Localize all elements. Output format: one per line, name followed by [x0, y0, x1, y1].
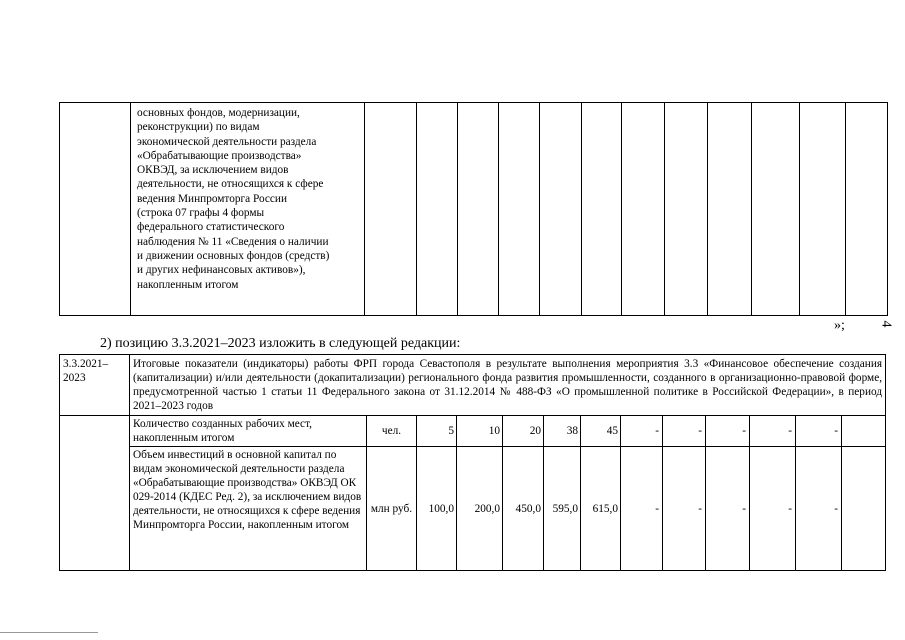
value-cell: -: [796, 416, 842, 447]
description-line: и других нефинансовых активов»),: [137, 264, 306, 277]
value-cell: -: [663, 416, 706, 447]
description-line: деятельности, не относящихся к сфере: [137, 178, 324, 191]
value-cell: 595,0: [544, 447, 581, 571]
previous-table-fragment: [59, 102, 888, 316]
indicator-label: Объем инвестиций в основной капитал по видам экономической деятельности раздела «Обрабатывающие производства» ОКВЭД ОК 029-2014 (КДЕС Ред. 2), за исключением видов деятельности, не относящихся к сфере ведения Минпромторга России, накопленным итогом: [130, 447, 367, 571]
empty-cell: [752, 103, 800, 316]
indicator-description-cell: [131, 103, 365, 316]
empty-cell: [582, 103, 622, 316]
empty-cell: [708, 103, 752, 316]
empty-cell: [417, 103, 458, 316]
empty-cell: [458, 103, 499, 316]
empty-cell: [365, 103, 417, 316]
empty-cell: [842, 416, 886, 447]
position-summary: Итоговые показатели (индикаторы) работы ФРП города Севастополя в результате выполнения мероприятия 3.3 «Финансовое обеспечение создания (капитализации) и/или деятельности (докапитализации) регионального фонда развития промышленности, созданного в организационно-правовой форме, предусмотренной частью 1 статьи 11 Федерального закона от 31.12.2014 № 488-ФЗ «О промышленной политике в Российской Федерации», в период 2021–2023 годов: [130, 355, 886, 416]
closing-quote: »;: [834, 318, 845, 333]
value-cell: -: [621, 447, 663, 571]
value-cell: 615,0: [581, 447, 621, 571]
table-row: [60, 416, 886, 447]
position-code: 3.3.2021–2023: [60, 355, 130, 416]
value-cell: -: [750, 416, 796, 447]
value-cell: 200,0: [457, 447, 503, 571]
table-row: [60, 447, 886, 571]
description-line: ведения Минпромторга России: [137, 192, 288, 205]
description-line: основных фондов, модернизации,: [137, 107, 300, 119]
value-cell: 450,0: [503, 447, 544, 571]
page-number: 4: [878, 320, 894, 328]
empty-cell: [665, 103, 708, 316]
description-line: федерального статистического: [137, 221, 285, 234]
empty-cell: [842, 447, 886, 571]
value-cell: 45: [581, 416, 621, 447]
value-cell: 100,0: [417, 447, 457, 571]
value-cell: 20: [503, 416, 544, 447]
value-cell: 38: [544, 416, 581, 447]
unit-cell: млн руб.: [367, 447, 417, 571]
empty-cell: [800, 103, 846, 316]
empty-cell: [499, 103, 540, 316]
value-cell: -: [706, 447, 750, 571]
value-cell: -: [621, 416, 663, 447]
empty-cell: [540, 103, 582, 316]
description-line: наблюдения № 11 «Сведения о наличии: [137, 235, 329, 248]
empty-code-cell: [60, 103, 131, 316]
empty-code-cell: [60, 416, 130, 571]
unit-cell: чел.: [367, 416, 417, 447]
description-line: (строка 07 графы 4 формы: [137, 207, 265, 220]
description-line: экономической деятельности раздела: [137, 135, 317, 148]
description-line: реконструкции) по видам: [137, 121, 260, 134]
value-cell: 5: [417, 416, 457, 447]
value-cell: -: [663, 447, 706, 571]
indicator-label: Количество созданных рабочих мест, накопленным итогом: [130, 416, 367, 447]
position-table: [59, 354, 886, 571]
value-cell: -: [706, 416, 750, 447]
description-line: накопленным итогом: [137, 278, 239, 291]
value-cell: 10: [457, 416, 503, 447]
empty-cell: [622, 103, 665, 316]
value-cell: -: [796, 447, 842, 571]
empty-cell: [846, 103, 888, 316]
description-line: ОКВЭД, за исключением видов: [137, 164, 289, 177]
amendment-paragraph: 2) позицию 3.3.2021–2023 изложить в следующей редакции:: [100, 336, 461, 351]
value-cell: -: [750, 447, 796, 571]
footer-rule: [0, 632, 98, 633]
description-line: «Обрабатывающие производства»: [137, 149, 302, 162]
description-line: и движении основных фондов (средств): [137, 249, 330, 262]
